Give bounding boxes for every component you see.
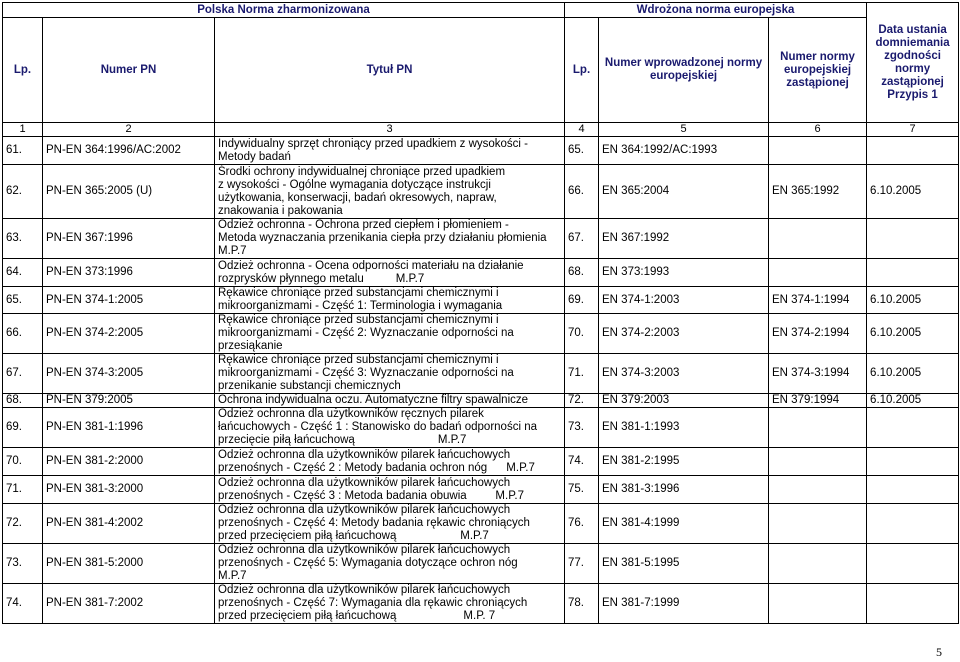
table-row [3, 448, 959, 476]
row-pn-number: PN-EN 374-1:2005 [43, 287, 215, 314]
row-lp2: 68. [565, 259, 599, 287]
row-title [215, 314, 565, 354]
row-en-number: EN 381-2:1995 [599, 448, 769, 476]
table-row [3, 584, 959, 624]
row-title-line: mikroorganizmami - Część 2: Wyznaczanie odporności na [218, 327, 514, 339]
page-number: 5 [936, 645, 942, 659]
row-replaced-number [769, 259, 867, 287]
row-replaced-number [769, 448, 867, 476]
row-title [215, 219, 565, 259]
row-title-line: Odzież ochronna dla użytkowników pilarek łańcuchowych [218, 476, 511, 489]
row-en-number: EN 381-1:1993 [599, 408, 769, 448]
norms-table-body [3, 137, 959, 624]
header-replaced: Numer normy europejskiej zastąpionej [769, 18, 867, 123]
table-row [3, 476, 959, 504]
column-number: 1 [3, 123, 43, 137]
row-title-line: Odzież ochronna - Ocena odporności materiału na działanie [218, 259, 524, 272]
row-title [215, 287, 565, 314]
row-title-line: przed przecięciem piłą łańcuchową M.P. 7 [218, 610, 496, 622]
row-title-line: przenośnych - Część 5: Wymagania dotyczące ochron nóg [218, 557, 518, 569]
row-replaced-number [769, 504, 867, 544]
row-en-number: EN 365:2004 [599, 165, 769, 219]
column-number: 6 [769, 123, 867, 137]
row-title-line: łańcuchowych - Część 1 : Stanowisko do badań odporności na [218, 421, 537, 433]
row-title [215, 504, 565, 544]
row-date [867, 544, 959, 584]
row-lp2: 74. [565, 448, 599, 476]
row-en-number: EN 381-3:1996 [599, 476, 769, 504]
table-row [3, 354, 959, 394]
row-pn-number: PN-EN 381-7:2002 [43, 584, 215, 624]
row-lp: 69. [3, 408, 43, 448]
row-replaced-number [769, 219, 867, 259]
row-title-line: M.P.7 [218, 570, 247, 582]
row-lp2: 73. [565, 408, 599, 448]
row-date [867, 219, 959, 259]
row-date [867, 584, 959, 624]
row-title-line: Rękawice chroniące przed substancjami chemicznymi i [218, 287, 499, 299]
row-title [215, 137, 565, 165]
row-title-line: Odzież ochronna dla użytkowników pilarek łańcuchowych [218, 504, 511, 516]
header-lp2: Lp. [565, 18, 599, 123]
row-en-number: EN 374-3:2003 [599, 354, 769, 394]
column-numbers-row [3, 123, 959, 137]
header-title: Tytuł PN [215, 18, 565, 123]
row-lp: 68. [3, 394, 43, 408]
row-lp: 61. [3, 137, 43, 165]
row-title-line: mikroorganizmami - Część 1: Terminologia i wymagania [218, 300, 503, 312]
row-lp2: 78. [565, 584, 599, 624]
row-lp: 73. [3, 544, 43, 584]
row-title [215, 394, 565, 408]
row-en-number: EN 374-2:2003 [599, 314, 769, 354]
row-lp2: 75. [565, 476, 599, 504]
column-number: 3 [215, 123, 565, 137]
row-title-line: przenikanie substancji chemicznych [218, 380, 401, 392]
header-date-text: Data ustania domniemania zgodności normy zastąpionej [875, 23, 950, 88]
table-row [3, 287, 959, 314]
norms-table [2, 2, 959, 624]
row-replaced-number: EN 365:1992 [769, 165, 867, 219]
row-lp2: 77. [565, 544, 599, 584]
row-en-number: EN 374-1:2003 [599, 287, 769, 314]
row-lp: 71. [3, 476, 43, 504]
row-lp2: 69. [565, 287, 599, 314]
row-date [867, 137, 959, 165]
row-lp: 66. [3, 314, 43, 354]
row-replaced-number [769, 544, 867, 584]
group-polish-norm: Polska Norma zharmonizowana [3, 3, 565, 18]
row-pn-number: PN-EN 381-1:1996 [43, 408, 215, 448]
row-replaced-number [769, 476, 867, 504]
column-number: 5 [599, 123, 769, 137]
row-title-line: Odzież ochronna dla użytkowników pilarek łańcuchowych [218, 544, 511, 556]
row-replaced-number [769, 584, 867, 624]
row-lp: 70. [3, 448, 43, 476]
row-title [215, 448, 565, 476]
column-number: 4 [565, 123, 599, 137]
row-lp2: 67. [565, 219, 599, 259]
row-title-line: Odzież ochronna dla użytkowników pilarek łańcuchowych [218, 584, 511, 596]
table-row [3, 408, 959, 448]
row-pn-number: PN-EN 373:1996 [43, 259, 215, 287]
row-title [215, 544, 565, 584]
row-title-line: przenośnych - Część 2 : Metody badania ochron nóg M.P.7 [218, 461, 535, 474]
row-date: 6.10.2005 [867, 394, 959, 408]
row-en-number: EN 373:1993 [599, 259, 769, 287]
row-replaced-number [769, 408, 867, 448]
row-title-line: Środki ochrony indywidualnej chroniące przed upadkiem [218, 165, 506, 178]
row-lp2: 70. [565, 314, 599, 354]
table-row [3, 259, 959, 287]
row-en-number: EN 381-5:1995 [599, 544, 769, 584]
group-european-norm: Wdrożona norma europejska [565, 3, 867, 18]
table-row [3, 504, 959, 544]
header-date-footnote: Przypis 1 [887, 88, 938, 101]
column-number: 2 [43, 123, 215, 137]
row-pn-number: PN-EN 365:2005 (U) [43, 165, 215, 219]
row-pn-number: PN-EN 379:2005 [43, 394, 215, 408]
row-title-line: przenośnych - Część 3 : Metoda badania obuwia M.P.7 [218, 489, 524, 502]
row-title-line: przecięcie piłą łańcuchową M.P.7 [218, 434, 467, 446]
row-title-line: Metoda wyznaczania przenikania ciepła przy działaniu płomienia [218, 232, 547, 244]
row-title-line: Metody badań [218, 150, 291, 163]
row-lp: 65. [3, 287, 43, 314]
row-replaced-number: EN 374-1:1994 [769, 287, 867, 314]
row-title-line: Odzież ochronna dla użytkowników pilarek łańcuchowych [218, 448, 511, 461]
row-date [867, 504, 959, 544]
row-title-line: Rękawice chroniące przed substancjami chemicznymi i [218, 314, 499, 326]
row-title-line: znakowania i pakowania [218, 204, 343, 217]
row-title-line: z wysokości - Ogólne wymagania dotyczące instrukcji [218, 178, 491, 191]
row-date [867, 476, 959, 504]
row-lp: 72. [3, 504, 43, 544]
row-en-number: EN 381-7:1999 [599, 584, 769, 624]
row-title [215, 259, 565, 287]
row-replaced-number: EN 379:1994 [769, 394, 867, 408]
row-en-number: EN 381-4:1999 [599, 504, 769, 544]
row-title-line: przenośnych - Część 7: Wymagania dla rękawic chroniących [218, 597, 528, 609]
row-pn-number: PN-EN 381-4:2002 [43, 504, 215, 544]
row-title [215, 584, 565, 624]
table-row [3, 137, 959, 165]
row-title-line: przenośnych - Część 4: Metody badania rękawic chroniących [218, 517, 530, 529]
row-title [215, 354, 565, 394]
row-title-line: Odzież ochronna - Ochrona przed ciepłem i płomieniem - [218, 219, 509, 231]
table-row [3, 165, 959, 219]
row-lp2: 76. [565, 504, 599, 544]
header-date [867, 3, 959, 123]
row-lp2: 71. [565, 354, 599, 394]
row-date: 6.10.2005 [867, 287, 959, 314]
row-replaced-number: EN 374-2:1994 [769, 314, 867, 354]
row-title-line: Indywidualny sprzęt chroniący przed upadkiem z wysokości - [218, 137, 528, 150]
row-lp: 64. [3, 259, 43, 287]
row-lp2: 65. [565, 137, 599, 165]
row-title-line: M.P.7 [218, 245, 247, 257]
header-lp: Lp. [3, 18, 43, 123]
table-row [3, 394, 959, 408]
table-row [3, 544, 959, 584]
row-lp2: 66. [565, 165, 599, 219]
row-pn-number: PN-EN 364:1996/AC:2002 [43, 137, 215, 165]
row-pn-number: PN-EN 381-3:2000 [43, 476, 215, 504]
row-date [867, 448, 959, 476]
row-title-line: użytkowania, konserwacji, badań okresowych, napraw, [218, 191, 497, 204]
row-en-number: EN 379:2003 [599, 394, 769, 408]
row-lp: 67. [3, 354, 43, 394]
row-title [215, 476, 565, 504]
row-date [867, 259, 959, 287]
table-row [3, 219, 959, 259]
row-title-line: Odzież ochronna dla użytkowników ręcznych pilarek [218, 408, 484, 420]
row-title-line: rozprysków płynnego metalu M.P.7 [218, 272, 425, 285]
row-lp: 74. [3, 584, 43, 624]
row-pn-number: PN-EN 381-2:2000 [43, 448, 215, 476]
row-title-line: mikroorganizmami - Część 3: Wyznaczanie odporności na [218, 367, 514, 379]
row-date: 6.10.2005 [867, 165, 959, 219]
row-en-number: EN 364:1992/AC:1993 [599, 137, 769, 165]
row-lp: 63. [3, 219, 43, 259]
row-pn-number: PN-EN 374-2:2005 [43, 314, 215, 354]
row-replaced-number [769, 137, 867, 165]
column-number: 7 [867, 123, 959, 137]
header-en: Numer wprowadzonej normy europejskiej [599, 18, 769, 123]
row-title [215, 165, 565, 219]
row-pn-number: PN-EN 374-3:2005 [43, 354, 215, 394]
row-title-line: Rękawice chroniące przed substancjami chemicznymi i [218, 354, 499, 366]
row-en-number: EN 367:1992 [599, 219, 769, 259]
row-date: 6.10.2005 [867, 354, 959, 394]
table-row [3, 314, 959, 354]
row-date [867, 408, 959, 448]
row-title-line: przed przecięciem piłą łańcuchową M.P.7 [218, 530, 489, 542]
row-lp2: 72. [565, 394, 599, 408]
row-pn-number: PN-EN 367:1996 [43, 219, 215, 259]
row-pn-number: PN-EN 381-5:2000 [43, 544, 215, 584]
row-replaced-number: EN 374-3:1994 [769, 354, 867, 394]
row-title [215, 408, 565, 448]
row-title-line: Ochrona indywidualna oczu. Automatyczne filtry spawalnicze [218, 394, 529, 406]
row-date: 6.10.2005 [867, 314, 959, 354]
header-pn: Numer PN [43, 18, 215, 123]
row-lp: 62. [3, 165, 43, 219]
row-title-line: przesiąkanie [218, 340, 283, 352]
